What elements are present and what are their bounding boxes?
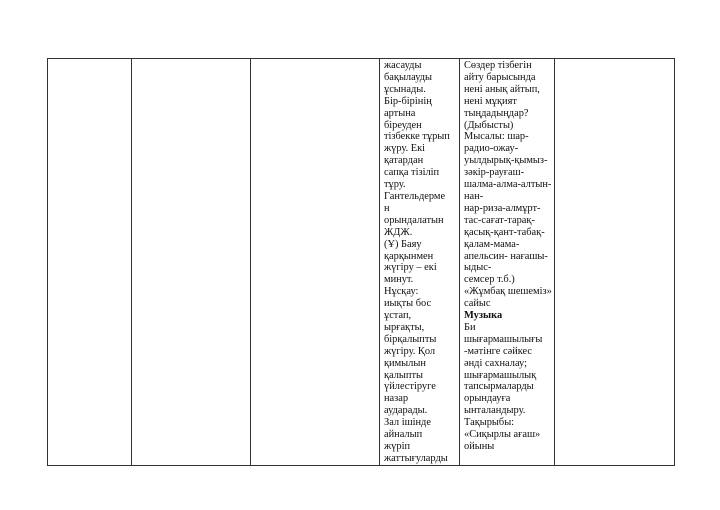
text-line: зәкір-рауғаш- [464,167,525,179]
table-cell-3 [251,59,380,466]
text-line: ыдыс- [464,262,492,274]
text-line: иықты бос [384,298,432,310]
text-line: бақылауды [384,71,433,83]
text-line: айналып [384,429,423,441]
text-line: ынталандыру. [464,405,526,417]
text-line: Гантельдерме [384,190,446,202]
text-line: ұстап, [384,310,412,322]
schedule-table [47,58,675,466]
text-line: «Сиқырлы ағаш» [464,429,541,441]
text-line: Мысалы: шар- [464,131,529,143]
text-line: шығармашылығы [464,333,543,345]
text-line: нан- [464,190,484,202]
table-cell-6 [555,59,675,466]
text-line: тас-сағат-тарақ- [464,214,535,226]
text-line: шығармашылық [464,369,537,381]
activity-text [380,59,459,465]
text-line: қасық-қант-табақ- [464,226,545,238]
text-line: ұсынады. [384,83,426,95]
text-line: сайыс [464,298,491,310]
text-line: нені анық айтып, [464,83,540,95]
text-line: әнді сахналау; [464,357,527,369]
text-line: бірқалыпты [384,333,437,345]
text-line: ЖДЖ. [384,226,413,238]
text-line: Зал ішінде [384,417,431,429]
text-line: назар [384,393,409,405]
text-line: жүріп [384,441,411,452]
text-line: шалма-алма-алтын- [464,179,552,191]
text-line: радио-ожау- [464,143,519,155]
text-line: үйлестіруге [384,381,436,393]
table-cell-activity [380,59,460,466]
text-line: қатардан [384,155,424,167]
table-cell-integration [460,59,555,466]
text-line: апельсин- нағашы- [464,250,548,262]
text-line: Тақырыбы: [464,417,515,429]
text-line: нар-риза-алмұрт- [464,202,541,214]
table-row [48,59,675,466]
text-line: жүгіру. Қол [384,345,436,357]
text-line: (Ұ) Баяу [384,238,422,250]
text-line: н [384,202,390,214]
text-line: тұру. [384,179,406,191]
text-line: жаттығуларды [384,452,448,464]
text-line: Сөздер тізбегін [464,60,532,71]
text-line: нені мұқият [464,95,517,107]
text-line: тізбекке тұрып [384,131,450,143]
text-line: -мәтінге сәйкес [464,345,533,357]
table-cell-1 [48,59,132,466]
text-line: сапқа тізіліп [384,167,440,179]
text-line: жүру. Екі [384,143,426,155]
text-line: тыңдадыңдар? [464,107,529,119]
text-line: «Жұмбақ шешеміз» [464,286,552,298]
text-line: біреуден [384,119,422,131]
music-heading: Музыка [464,310,503,322]
text-line: қарқынмен [384,250,434,262]
text-line: орындауға [464,393,511,405]
text-line: қалам-мама- [464,238,520,250]
text-line: қалыпты [384,369,424,381]
text-line: уылдырық-қымыз- [464,155,548,167]
text-line: аударады. [384,405,428,417]
text-line: артына [384,107,416,119]
text-line: ойыны [464,441,495,452]
text-line: минут. [384,274,414,286]
text-line: орындалатын [384,214,444,226]
text-line: Бір-бірінің [384,95,432,107]
text-line: айту барысында [464,71,536,83]
table-cell-2 [132,59,251,466]
text-line: Би [464,321,476,333]
text-line: жүгіру – екі [384,262,437,274]
integration-text [460,59,554,453]
text-line: семсер т.б.) [464,274,515,286]
text-line: Нұсқау: [384,286,419,298]
text-line: ырғақты, [384,321,425,333]
text-line: қимылын [384,357,426,369]
text-line: тапсырмаларды [464,381,534,393]
text-line: жасауды [384,60,422,71]
text-line: (Дыбысты) [464,119,514,131]
